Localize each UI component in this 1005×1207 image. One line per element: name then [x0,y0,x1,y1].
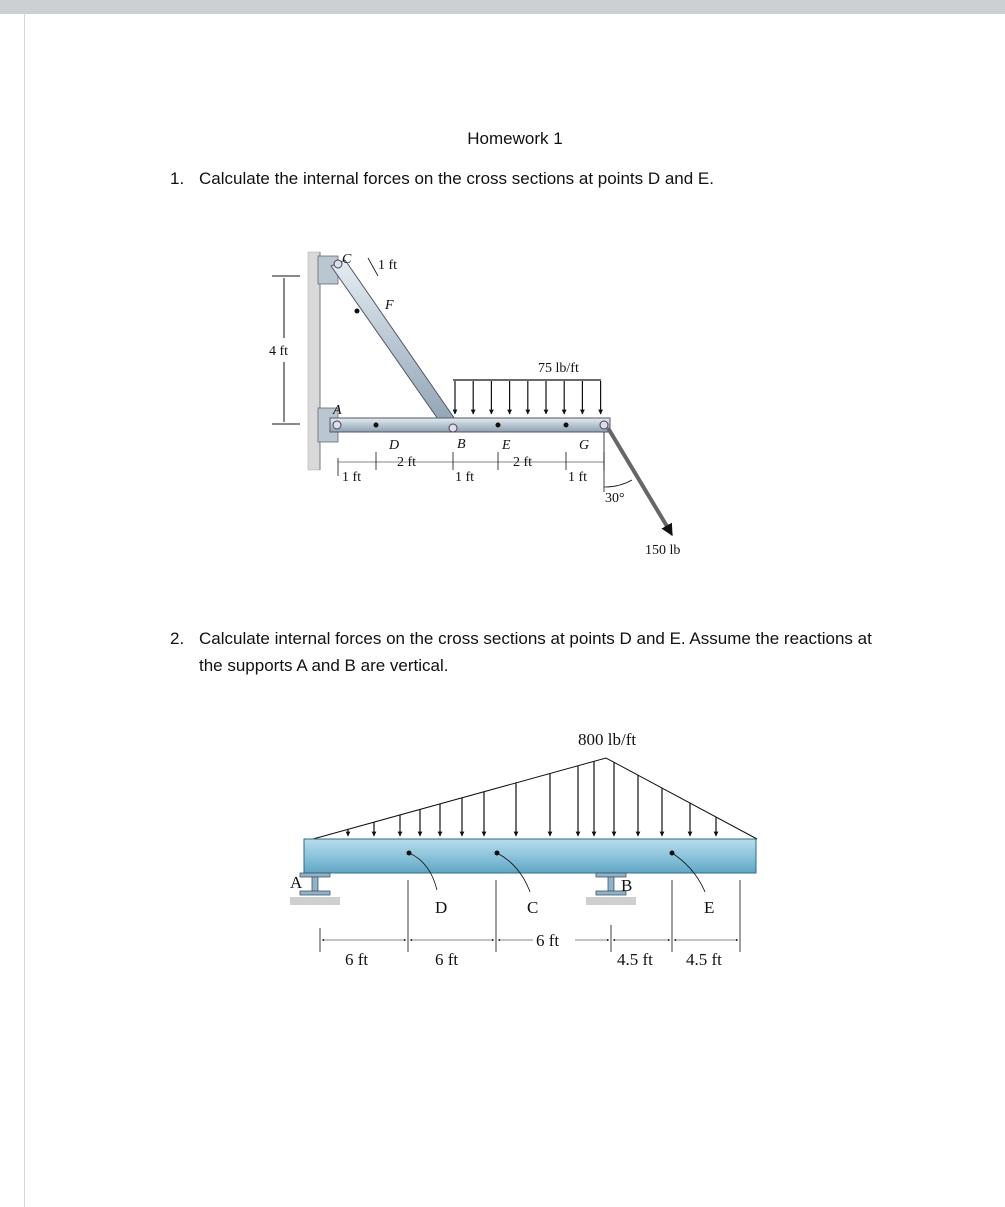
question-1-number: 1. [170,169,185,188]
label-c: C [342,252,352,267]
height-label: 4 ft [269,344,289,359]
label-b-2: B [621,876,633,895]
span-2-3: 6 ft [536,931,560,950]
label-a-2: A [290,873,303,892]
label-f: F [385,298,394,313]
question-2-number: 2. [170,629,185,648]
span-2-4: 4.5 ft [617,950,653,969]
span-1-4: 2 ft [513,455,533,470]
angle-label: 30° [605,491,625,506]
arm-dim-label: 1 ft [378,258,398,273]
span-1-1: 1 ft [342,470,362,485]
label-b: B [457,437,466,452]
span-2-5: 4.5 ft [686,950,722,969]
span-2-2: 6 ft [435,950,459,969]
label-g: G [579,438,590,453]
question-1-text: Calculate the internal forces on the cross sections at points D and E. [199,169,714,188]
load-label-800: 800 lb/ft [578,730,637,749]
force-label: 150 lb [645,543,681,558]
distributed-load-800 [348,761,716,836]
beam [304,839,756,873]
span-1-3: 1 ft [455,470,475,485]
document-title: Homework 1 [467,129,563,148]
question-2-text: Calculate internal forces on the cross sections at points D and E. Assume the reactions at the supports A and B are vertical. [199,629,872,675]
span-1-5: 1 ft [568,470,588,485]
span-1-2: 2 ft [397,455,417,470]
label-e: E [502,438,511,453]
label-d: D [389,438,400,453]
label-e-2: E [704,898,715,917]
label-a: A [333,403,342,418]
label-d-2: D [435,898,448,917]
load-label-75: 75 lb/ft [538,361,579,376]
label-c-2: C [527,898,539,917]
span-2-1: 6 ft [345,950,369,969]
